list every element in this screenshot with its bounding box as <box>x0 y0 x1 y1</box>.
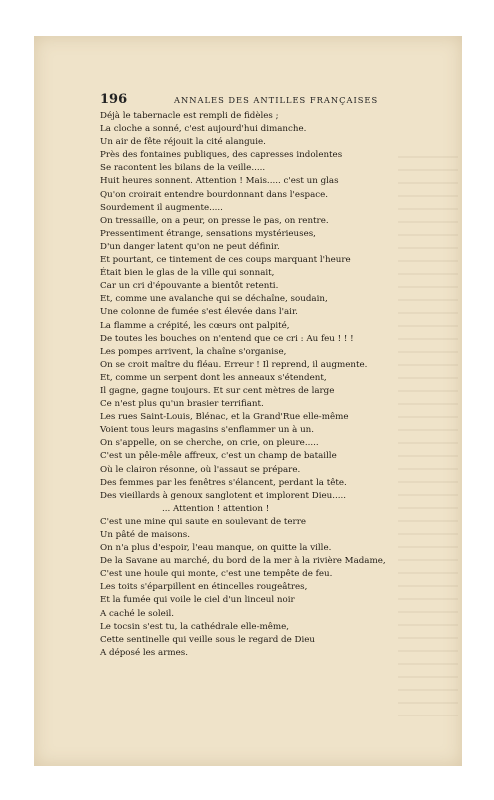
poem-line: Il gagne, gagne toujours. Et sur cent mètres de large <box>100 385 335 396</box>
poem-line: Et la fumée qui voile le ciel d'un linceul noir <box>100 595 295 606</box>
poem-line: C'est une houle qui monte, c'est une tempête de feu. <box>100 569 333 580</box>
poem-line: Où le clairon résonne, où l'assaut se prépare. <box>100 464 301 475</box>
poem-line: D'un danger latent qu'on ne peut définir. <box>100 241 280 252</box>
poem-text <box>100 110 430 660</box>
poem-line: A caché le soleil. <box>100 608 175 619</box>
poem-line: Voient tous leurs magasins s'enflammer un à un. <box>100 425 315 436</box>
poem-line: Près des fontaines publiques, des capresses indolentes <box>100 150 343 161</box>
poem-line: Les toits s'éparpillent en étincelles rougeâtres, <box>100 582 308 593</box>
poem-line: C'est un pêle-mêle affreux, c'est un champ de bataille <box>100 451 337 462</box>
poem-line: Était bien le glas de la ville qui sonnait, <box>100 268 275 279</box>
poem-line: Et pourtant, ce tintement de ces coups marquant l'heure <box>100 255 351 266</box>
poem-line: On tressaille, on a peur, on presse le pas, on rentre. <box>100 215 329 226</box>
poem-line: Pressentiment étrange, sensations mystérieuses, <box>100 228 316 239</box>
poem-line: Se racontent les bilans de la veille..... <box>100 163 266 174</box>
poem-line: Des vieillards à genoux sanglotent et implorent Dieu..... <box>100 490 347 501</box>
poem-line: Cette sentinelle qui veille sous le regard de Dieu <box>100 634 315 645</box>
poem-line: C'est une mine qui saute en soulevant de terre <box>100 516 306 527</box>
poem-line: Ce n'est plus qu'un brasier terrifiant. <box>100 399 264 410</box>
poem-line: Huit heures sonnent. Attention ! Mais..... c'est un glas <box>100 176 339 187</box>
book-page <box>34 36 462 766</box>
poem-line: Une colonne de fumée s'est élevée dans l'air. <box>100 307 298 318</box>
poem-line: On n'a plus d'espoir, l'eau manque, on quitte la ville. <box>100 543 332 554</box>
page-header <box>100 92 400 110</box>
poem-line: Un pâté de maisons. <box>100 530 190 540</box>
poem-line: Et, comme une avalanche qui se déchaîne, soudain, <box>100 294 328 305</box>
poem-line: Des femmes par les fenêtres s'élancent, perdant la tête. <box>100 477 347 488</box>
poem-line: De la Savane au marché, du bord de la mer à la rivière Madame, <box>100 556 386 567</box>
poem-line: ... Attention ! attention ! <box>162 503 270 514</box>
poem-line: Et, comme un serpent dont les anneaux s'étendent, <box>100 372 327 383</box>
poem-line: La cloche a sonné, c'est aujourd'hui dimanche. <box>100 124 307 135</box>
running-title: ANNALES DES ANTILLES FRANÇAISES <box>174 95 379 105</box>
poem-line: On s'appelle, on se cherche, on crie, on pleure..... <box>100 438 319 449</box>
poem-line: Sourdement il augmente..... <box>100 202 223 213</box>
poem-line: Un air de fête réjouit la cité alanguie. <box>100 137 266 148</box>
poem-line: On se croit maître du fléau. Erreur ! Il reprend, il augmente. <box>100 359 368 370</box>
poem-line: Déjà le tabernacle est rempli de fidèles ; <box>100 111 279 121</box>
poem-line: Les pompes arrivent, la chaîne s'organise, <box>100 346 287 357</box>
poem-line: Car un cri d'épouvante a bientôt retenti. <box>100 281 279 292</box>
poem-line: Les rues Saint-Louis, Blénac, et la Grand'Rue elle-même <box>100 412 349 423</box>
page-number: 196 <box>100 92 128 107</box>
poem-line: Le tocsin s'est tu, la cathédrale elle-même, <box>100 621 290 632</box>
poem-line: De toutes les bouches on n'entend que ce cri : Au feu ! ! ! <box>100 333 354 344</box>
poem-line: A déposé les armes. <box>100 647 188 658</box>
poem-line: La flamme a crépité, les cœurs ont palpité, <box>100 320 290 331</box>
poem-line: Qu'on croirait entendre bourdonnant dans l'espace. <box>100 189 329 200</box>
